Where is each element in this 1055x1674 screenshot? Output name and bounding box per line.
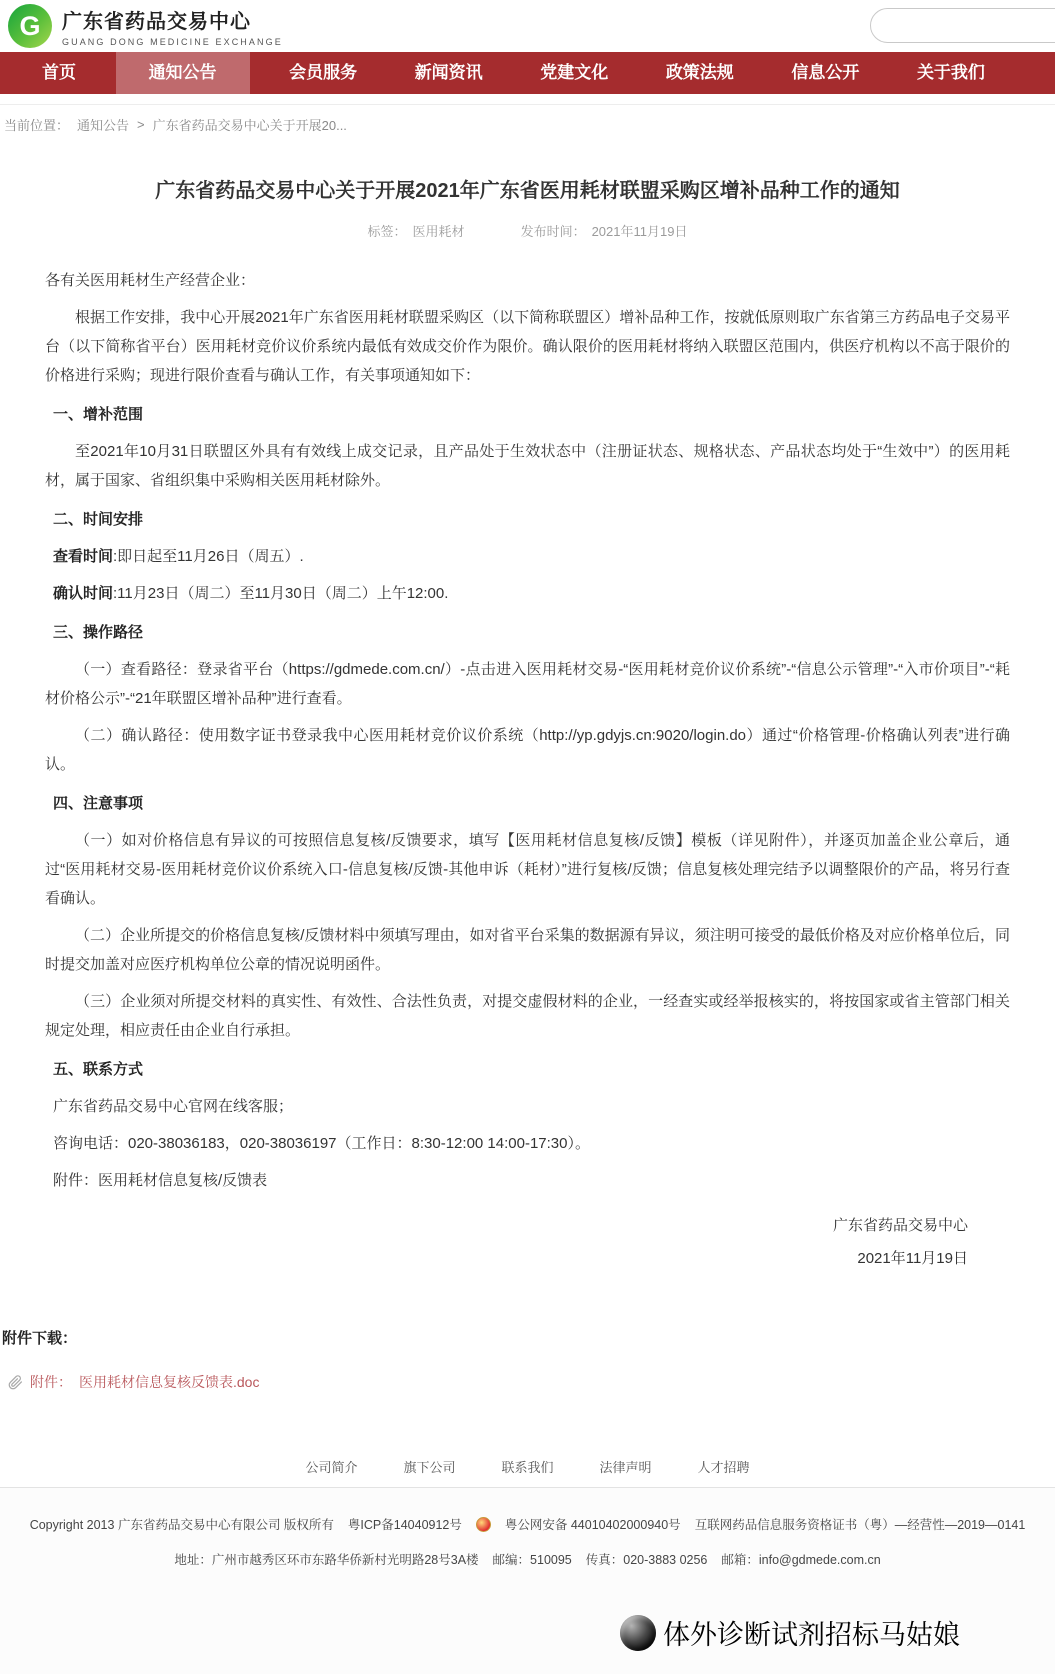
article-para: （二）企业所提交的价格信息复核/反馈材料中须填写理由，如对省平台采集的数据源有异议，须注明可接受的最低价格及对应价格单位后，同时提交加盖对应医疗机构单位公章的情况说明函件。	[45, 927, 1010, 973]
article-kv: 确认时间:11月23日（周二）至11月30日（周二）上午12:00.	[53, 585, 449, 602]
footer-fax: 传真：020-3883 0256	[585, 1553, 708, 1567]
article-heading: 一、增补范围	[53, 406, 144, 423]
tag-label: 标签：	[367, 224, 407, 239]
footer-band	[0, 1487, 1055, 1674]
nav-item[interactable]: 首页	[42, 63, 76, 82]
breadcrumb-current: 广东省药品交易中心关于开展20...	[152, 118, 347, 133]
article-para: （一）查看路径：登录省平台（https://gdmede.com.cn/）-点击进入医用耗材交易-“医用耗材竞价议价系统”-“信息公示管理”-“入市价项目”-“耗材价格公示”-“21年联盟区增补品种”进行查看。	[45, 661, 1010, 707]
article-heading: 三、操作路径	[53, 624, 144, 641]
article-heading: 二、时间安排	[53, 511, 144, 528]
article-tag	[368, 221, 465, 240]
footer-icp: 粤ICP备14040912号	[347, 1518, 462, 1532]
footer-link[interactable]: 旗下公司	[403, 1460, 456, 1475]
article-heading: 五、联系方式	[53, 1061, 144, 1078]
nav-item[interactable]: 政策法规	[665, 63, 734, 82]
site-header	[0, 0, 1055, 52]
footer-email: 邮箱：info@gdmede.com.cn	[721, 1553, 881, 1567]
footer-license: 互联网药品信息服务资格证书（粤）—经营性—2019—0141	[694, 1518, 1026, 1532]
attachments-section	[2, 1327, 1055, 1392]
attachments-title: 附件下载：	[2, 1330, 78, 1347]
breadcrumb-prefix: 当前位置：	[4, 118, 70, 133]
footer-link[interactable]: 公司简介	[305, 1460, 358, 1475]
nav-item[interactable]: 信息公开	[791, 63, 860, 82]
paperclip-icon	[8, 1375, 23, 1390]
article-heading: 四、注意事项	[53, 795, 144, 812]
article-para: （一）如对价格信息有异议的可按照信息复核/反馈要求，填写【医用耗材信息复核/反馈】模板（详见附件），并逐页加盖企业公章后，通过“医用耗材交易-医用耗材竞价议价系统入口-信息复核/反馈-其他申诉（耗材）”进行复核/反馈；信息复核处理完结予以调整限价的产品，将另行查看确认。	[45, 832, 1010, 907]
attachment-filename: 医用耗材信息复核反馈表.doc	[79, 1374, 260, 1390]
attachment-link[interactable]	[2, 1372, 1055, 1392]
site-title: 广东省药品交易中心	[62, 11, 251, 33]
footer-link[interactable]: 联系我们	[501, 1460, 554, 1475]
article-plain: 附件：医用耗材信息复核/反馈表	[53, 1172, 268, 1189]
tag-value: 医用耗材	[412, 224, 465, 239]
article	[45, 177, 1010, 1275]
footer-address-line	[0, 1550, 1055, 1568]
public-security-badge-icon	[476, 1517, 491, 1532]
attachments-list	[2, 1372, 1055, 1392]
nav-item[interactable]: 关于我们	[916, 63, 985, 82]
site-logo[interactable]	[8, 4, 283, 48]
footer-postcode: 邮编：510095	[492, 1553, 572, 1567]
watermark-avatar-icon	[620, 1615, 656, 1651]
article-body	[45, 266, 1010, 1195]
footer-copyright-line	[0, 1515, 1055, 1533]
publish-value: 2021年11月19日	[591, 224, 688, 239]
article-salutation: 各有关医用耗材生产经营企业：	[45, 272, 256, 289]
footer-address: 地址：广州市越秀区环市东路华侨新村光明路28号3A楼	[174, 1553, 479, 1567]
article-kv: 查看时间:即日起至11月26日（周五）.	[53, 548, 304, 565]
footer-copyright: Copyright 2013 广东省药品交易中心有限公司 版权所有	[29, 1518, 334, 1532]
nav-item[interactable]: 党建文化	[540, 63, 609, 82]
publish-label: 发布时间：	[520, 224, 586, 239]
brand-text	[62, 5, 283, 47]
article-publish	[521, 221, 688, 240]
search-input[interactable]	[870, 8, 1055, 43]
article-para: 根据工作安排，我中心开展2021年广东省医用耗材联盟采购区（以下简称联盟区）增补品种工作，按就低原则取广东省第三方药品电子交易平台（以下简称省平台）医用耗材竞价议价系统内最低有效成交价作为限价。确认限价的医用耗材将纳入联盟区范围内，供医疗机构以不高于限价的价格进行采购；现进行限价查看与确认工作，有关事项通知如下：	[45, 309, 1010, 384]
logo-g-icon: G	[8, 4, 52, 48]
site-subtitle: GUANG DONG MEDICINE EXCHANGE	[62, 37, 283, 47]
watermark-text: 体外诊断试剂招标马姑娘	[663, 1620, 960, 1650]
breadcrumb	[0, 104, 1055, 143]
article-plain: 广东省药品交易中心官网在线客服；	[53, 1098, 294, 1115]
article-meta	[45, 221, 1010, 240]
nav-item[interactable]: 会员服务	[289, 63, 358, 82]
footer-security: 粤公网安备 44010402000940号	[504, 1518, 681, 1532]
article-para: 至2021年10月31日联盟区外具有有效线上成交记录，且产品处于生效状态中（注册证状态、规格状态、产品状态均处于“生效中”）的医用耗材，属于国家、省组织集中采购相关医用耗材除外。	[45, 443, 1010, 489]
article-para: （二）确认路径：使用数字证书登录我中心医用耗材竞价议价系统（http://yp.gdyjs.cn:9020/login.do）通过“价格管理-价格确认列表”进行确认。	[45, 727, 1010, 773]
nav-item[interactable]: 通知公告	[116, 52, 250, 94]
watermark	[620, 1613, 960, 1652]
footer-links	[0, 1457, 1055, 1476]
nav-item[interactable]: 新闻资讯	[414, 63, 483, 82]
breadcrumb-separator: >	[137, 117, 145, 132]
footer-link[interactable]: 法律声明	[599, 1460, 652, 1475]
article-signature	[45, 1209, 1010, 1275]
article-title: 广东省药品交易中心关于开展2021年广东省医用耗材联盟采购区增补品种工作的通知	[155, 180, 900, 202]
article-para: （三）企业须对所提交材料的真实性、有效性、合法性负责，对提交虚假材料的企业，一经查实或经举报核实的，将按国家或省主管部门相关规定处理，相应责任由企业自行承担。	[45, 993, 1010, 1039]
article-plain: 咨询电话：020-38036183，020-38036197（工作日：8:30-12:00 14:00-17:30）。	[53, 1135, 590, 1152]
main-nav	[0, 52, 1055, 94]
attachment-label: 附件：	[30, 1374, 72, 1390]
signature-org: 广东省药品交易中心	[832, 1217, 968, 1234]
footer-link[interactable]: 人才招聘	[697, 1460, 750, 1475]
signature-date: 2021年11月19日	[857, 1250, 968, 1267]
breadcrumb-section-link[interactable]: 通知公告	[77, 118, 130, 133]
